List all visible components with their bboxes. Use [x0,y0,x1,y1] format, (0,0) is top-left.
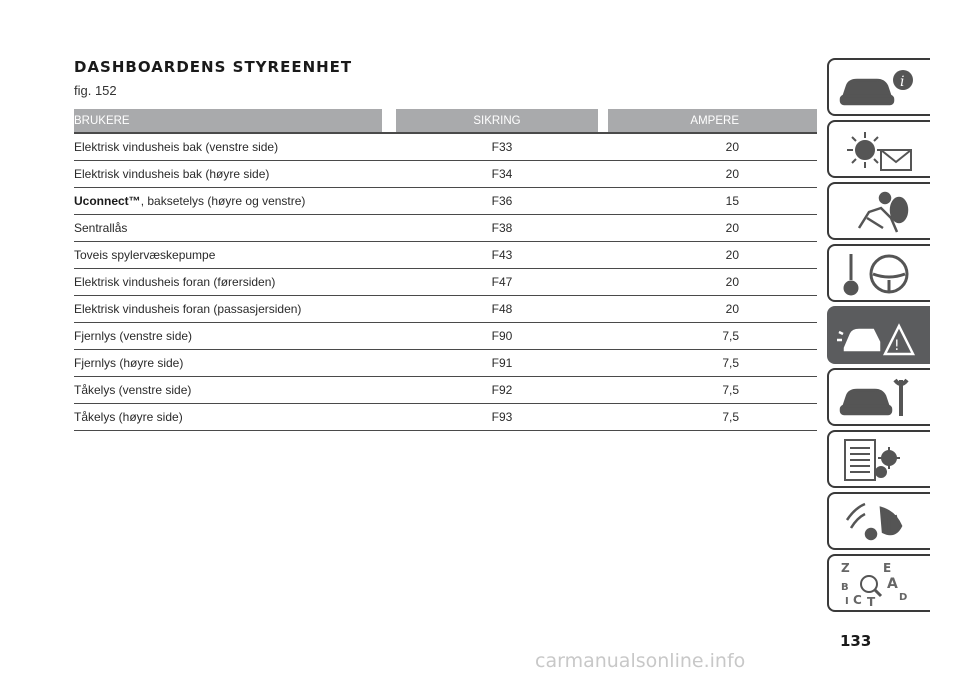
cell-user-brand: Uconnect™ [74,194,141,208]
chapter-tab[interactable] [827,58,930,116]
table-row [74,323,817,350]
figure-reference: fig. 152 [74,83,117,98]
cell-user-text: Sentrallås [74,221,128,235]
table-body [74,132,817,431]
cell-user [74,383,396,397]
cell-fuse: F43 [491,248,513,262]
cell-ampere: 7,5 [722,329,739,343]
svg-text:C: C [853,593,862,607]
table-header [74,109,817,132]
cell-fuse: F48 [491,302,513,316]
cell-fuse: F34 [491,167,513,181]
header-fuse: SIKRING [396,109,598,132]
cell-user [74,167,396,181]
table-row [74,133,817,161]
cell-user-text: Tåkelys (høyre side) [74,410,183,424]
page-number: 133 [840,632,872,650]
fuse-table [74,109,817,431]
cell-ampere: 20 [725,275,739,289]
cell-user [74,275,396,289]
cell-ampere: 20 [725,221,739,235]
cell-user [74,140,396,154]
svg-text:Z: Z [841,561,850,575]
svg-text:i: i [900,74,905,90]
chapter-tab[interactable] [827,554,930,612]
cell-fuse: F33 [491,140,513,154]
svg-text:E: E [883,561,892,575]
cell-fuse: F93 [491,410,513,424]
cell-fuse: F47 [491,275,513,289]
cell-ampere: 15 [725,194,739,208]
cell-ampere: 7,5 [722,410,739,424]
cell-user-text: , baksetelys (høyre og venstre) [140,194,306,208]
cell-ampere: 20 [725,302,739,316]
svg-text:A: A [887,576,898,592]
cell-fuse: F92 [491,383,513,397]
cell-user-text: Elektrisk vindusheis foran (førersiden) [74,275,276,289]
cell-user [74,194,396,208]
cell-fuse: F91 [491,356,513,370]
svg-text:!: ! [894,338,900,354]
header-users: BRUKERE [74,109,382,132]
table-row [74,377,817,404]
cell-user [74,410,396,424]
cell-user [74,329,396,343]
cell-user-text: Elektrisk vindusheis bak (høyre side) [74,167,270,181]
cell-ampere: 7,5 [722,383,739,397]
cell-user-text: Tåkelys (venstre side) [74,383,192,397]
chapter-tab[interactable] [827,430,930,488]
cell-ampere: 20 [725,167,739,181]
cell-fuse: F36 [491,194,513,208]
table-row [74,215,817,242]
cell-ampere: 7,5 [722,356,739,370]
table-row [74,242,817,269]
chapter-tab[interactable] [827,244,930,302]
cell-ampere: 20 [725,248,739,262]
cell-user-text: Toveis spylervæskepumpe [74,248,216,262]
chapter-tab[interactable] [827,368,930,426]
table-row [74,296,817,323]
chapter-tab[interactable] [827,492,930,550]
cell-user-text: Fjernlys (venstre side) [74,329,193,343]
svg-text:D: D [899,592,908,603]
svg-text:T: T [867,595,876,608]
cell-user-text: Fjernlys (høyre side) [74,356,184,370]
chapter-tab[interactable] [827,120,930,178]
cell-user [74,356,396,370]
cell-ampere: 20 [725,140,739,154]
cell-user [74,302,396,316]
svg-text:B: B [841,582,849,593]
chapter-tab[interactable] [827,182,930,240]
cell-fuse: F90 [491,329,513,343]
table-row [74,350,817,377]
table-row [74,161,817,188]
cell-user [74,221,396,235]
cell-user-text: Elektrisk vindusheis bak (venstre side) [74,140,279,154]
table-row [74,269,817,296]
cell-user [74,248,396,262]
cell-fuse: F38 [491,221,513,235]
svg-text:I: I [845,596,849,607]
chapter-tab[interactable] [827,306,930,364]
watermark: carmanualsonline.info [535,650,746,672]
table-row [74,404,817,431]
cell-user-text: Elektrisk vindusheis foran (passasjersiden) [74,302,302,316]
table-row [74,188,817,215]
section-title: DASHBOARDENS STYREENHET [74,58,353,76]
header-ampere: AMPERE [608,109,817,132]
